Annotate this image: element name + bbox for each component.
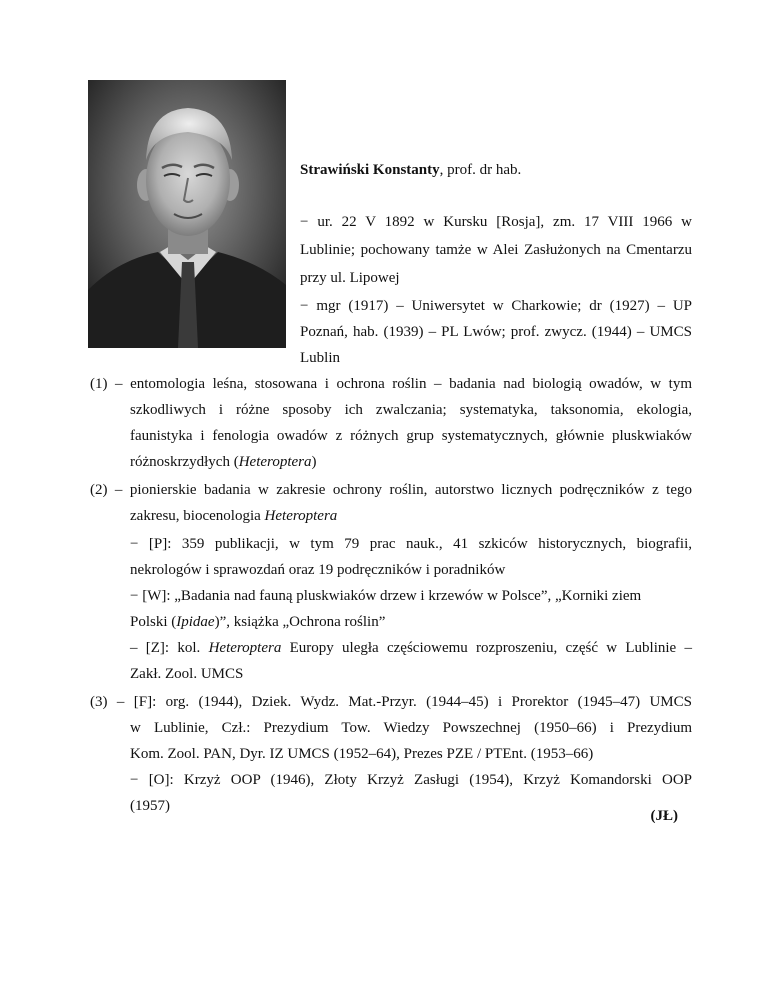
section2-line-2 xyxy=(130,506,337,526)
section1-line-4a: różnoskrzydłych ( xyxy=(130,454,239,470)
section1-line-1: (1) – entomologia leśna, stosowana i ochrona roślin – badania nad biologią owadów, w tym xyxy=(90,376,692,392)
section2-line-6a: Polski ( xyxy=(130,614,177,630)
section3-line-3: Kom. Zool. PAN, Dyr. IZ UMCS (1952–64), Prezes PZE / PTEnt. (1953–66) xyxy=(130,746,594,762)
section2-line-7a: – [Z]: kol. xyxy=(130,640,209,656)
section2-line-7c: Europy uległa częściowemu rozproszeniu, część w Lublinie – xyxy=(281,640,692,656)
section1-line-3: faunistyka i fenologia owadów z różnych grup systematycznych, głównie pluskwiaków xyxy=(130,428,692,444)
taxon-heteroptera: Heteroptera xyxy=(264,508,338,524)
portrait-photo xyxy=(88,80,286,348)
section1-line-2: szkodliwych i różne sposoby ich zwalczania; systematyka, taksonomia, ekologia, xyxy=(130,402,692,418)
bio-line-2: Lublinie; pochowany tamże w Alei Zasłużonych na Cmentarzu xyxy=(300,242,692,258)
section2-line-6c: )”, książka „Ochrona roślin” xyxy=(214,614,386,630)
taxon-ipidae: Ipidae xyxy=(176,614,215,630)
bio-line-6: Lublin xyxy=(300,350,340,366)
portrait-illustration xyxy=(88,80,286,348)
section2-line-3: − [P]: 359 publikacji, w tym 79 prac nauk., 41 szkiców historycznych, biografii, xyxy=(130,536,692,552)
section2-line-4: nekrologów i sprawozdań oraz 19 podręczników i poradników xyxy=(130,562,506,578)
section1-line-4 xyxy=(130,452,316,472)
section2-line-5: − [W]: „Badania nad fauną pluskwiaków drzew i krzewów w Polsce”, „Korniki ziem xyxy=(130,588,642,604)
section2-line-1: (2) – pionierskie badania w zakresie ochrony roślin, autorstwo licznych podręczników z tego xyxy=(90,482,692,498)
person-heading xyxy=(300,160,521,180)
taxon-heteroptera: Heteroptera xyxy=(208,640,282,656)
bio-line-4: − mgr (1917) – Uniwersytet w Charkowie; dr (1927) – UP xyxy=(300,298,692,314)
bio-line-3: przy ul. Lipowej xyxy=(300,270,400,286)
section3-line-2: w Lublinie, Czł.: Prezydium Tow. Wiedzy Powszechnej (1950–66) i Prezydium xyxy=(130,720,692,736)
section1-line-4c: ) xyxy=(311,454,317,470)
bio-line-1: − ur. 22 V 1892 w Kursku [Rosja], zm. 17 VIII 1966 w xyxy=(300,214,692,230)
bio-line-5: Poznań, hab. (1939) – PL Lwów; prof. zwycz. (1944) – UMCS xyxy=(300,324,692,340)
section2-line-8: Zakł. Zool. UMCS xyxy=(130,666,244,682)
taxon-heteroptera: Heteroptera xyxy=(238,454,312,470)
section2-line-6 xyxy=(130,612,385,632)
author-signature: (JŁ) xyxy=(650,808,678,824)
section2-line-2a: zakresu, biocenologia xyxy=(130,508,265,524)
section2-line-7 xyxy=(130,638,692,658)
section3-line-4: − [O]: Krzyż OOP (1946), Złoty Krzyż Zasługi (1954), Krzyż Komandorski OOP xyxy=(130,772,692,788)
section3-line-5: (1957) xyxy=(130,798,170,814)
person-title: , prof. dr hab. xyxy=(439,162,522,178)
person-name: Strawiński Konstanty xyxy=(300,162,440,178)
section3-line-1: (3) – [F]: org. (1944), Dziek. Wydz. Mat.-Przyr. (1944–45) i Prorektor (1945–47) UMCS xyxy=(90,694,692,710)
